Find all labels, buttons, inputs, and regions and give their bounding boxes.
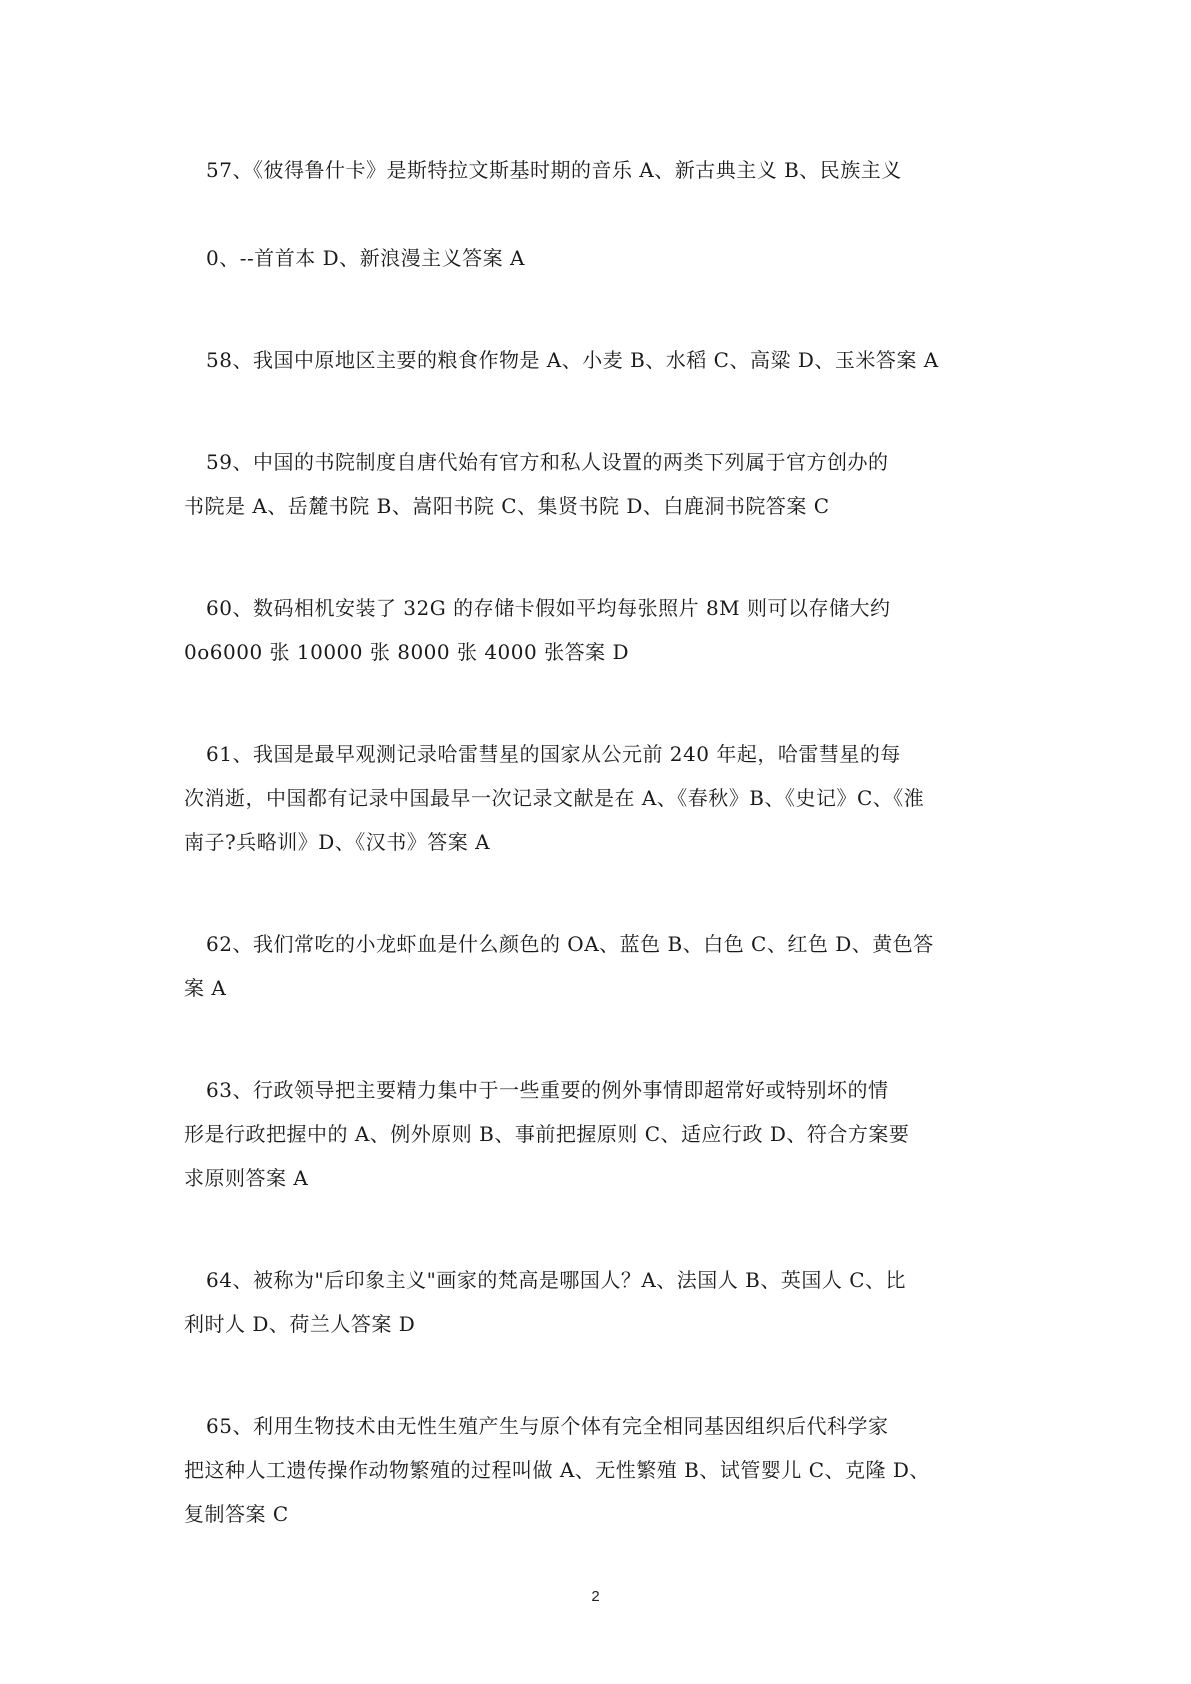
question-line: 书院是 A、岳麓书院 B、嵩阳书院 C、集贤书院 D、白鹿洞书院答案 C [184,494,830,518]
question-line: 60、数码相机安装了 32G 的存储卡假如平均每张照片 8M 则可以存储大约 [206,596,891,620]
question-list [184,148,1024,1600]
question-line: 0、--首首本 D、新浪漫主义答案 A [206,246,525,270]
question-59 [184,440,1024,528]
question-line: 复制答案 C [184,1502,289,1526]
page-number: 2 [591,1588,600,1605]
question-line: 次消逝，中国都有记录中国最早一次记录文献是在 A、《春秋》B、《史记》C、《淮 [184,786,925,810]
question-61 [184,732,1024,864]
question-65 [184,1404,1024,1536]
question-line: 求原则答案 A [184,1166,309,1190]
question-line: 61、我国是最早观测记录哈雷彗星的国家从公元前 240 年起，哈雷彗星的每 [206,742,901,766]
question-line: 案 A [184,976,227,1000]
question-line: 南子?兵略训》D、《汉书》答案 A [184,830,491,854]
question-62 [184,922,1024,1010]
question-line: 把这种人工遗传操作动物繁殖的过程叫做 A、无性繁殖 B、试管婴儿 C、克隆 D、 [184,1458,930,1482]
question-line: 利时人 D、荷兰人答案 D [184,1312,416,1336]
question-line: 63、行政领导把主要精力集中于一些重要的例外事情即超常好或特别坏的情 [206,1078,889,1102]
question-line: 形是行政把握中的 A、例外原则 B、事前把握原则 C、适应行政 D、符合方案要 [184,1122,910,1146]
question-57 [184,148,1024,280]
question-60 [184,586,1024,674]
question-line: 64、被称为"后印象主义"画家的梵高是哪国人？A、法国人 B、英国人 C、比 [206,1268,907,1292]
question-line: 65、利用生物技术由无性生殖产生与原个体有完全相同基因组织后代科学家 [206,1414,889,1438]
question-line: 57、《彼得鲁什卡》是斯特拉文斯基时期的音乐 A、新古典主义 B、民族主义 [206,158,902,182]
question-line: 62、我们常吃的小龙虾血是什么颜色的 OA、蓝色 B、白色 C、红色 D、黄色答 [206,932,934,956]
question-63 [184,1068,1024,1200]
question-64 [184,1258,1024,1346]
question-58 [184,338,1024,382]
question-line: 0o6000 张 10000 张 8000 张 4000 张答案 D [184,640,629,664]
question-line: 59、中国的书院制度自唐代始有官方和私人设置的两类下列属于官方创办的 [206,450,889,474]
question-line: 58、我国中原地区主要的粮食作物是 A、小麦 B、水稻 C、高粱 D、玉米答案 A [206,348,939,372]
